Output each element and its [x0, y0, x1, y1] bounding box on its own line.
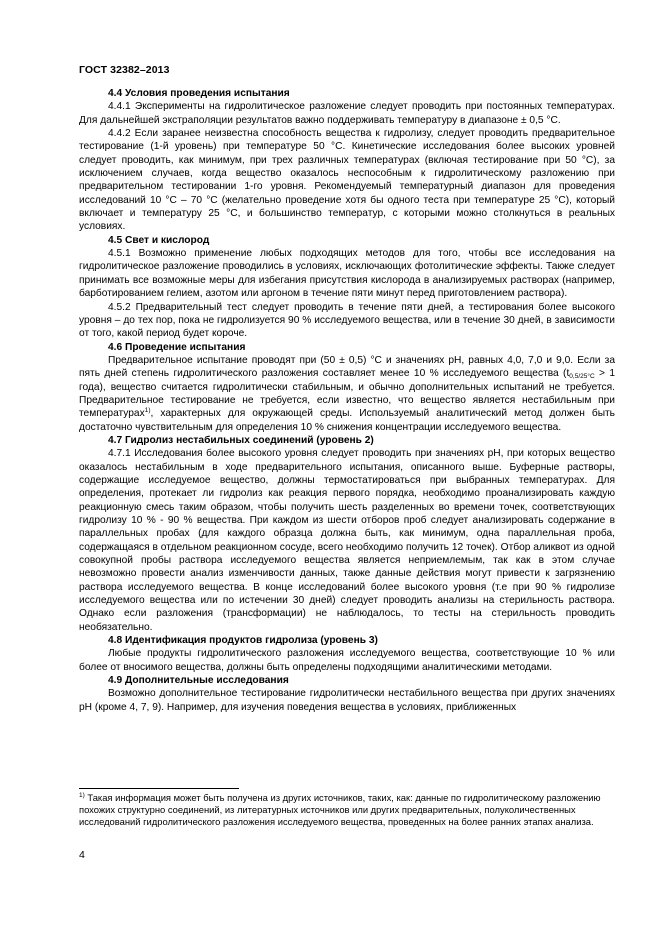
section-heading-4-7: 4.7 Гидролиз нестабильных соединений (уровень 2): [108, 434, 374, 446]
paragraph-4-4-1: 4.4.1 Эксперименты на гидролитическое разложение следует проводить при постоянных температурах. Для дальнейшей экстраполяции результатов важно поддерживать температуру в диапазоне ± 0,5 °С.: [79, 101, 615, 126]
footnote-text: Такая информация может быть получена из других источников, таких, как: данные по гидролитическому разложению похожих структурно соединений, из литературных источников или других предварительных, полуколичественных исследований гидролитического разложения исследуемого вещества, проведенных на более ранних этапах анализа.: [79, 792, 601, 828]
paragraph-4-9: Возможно дополнительное тестирование гидролитически нестабильного вещества при других значениях рН (кроме 4, 7, 9). Например, для изучения поведения вещества в условиях, приближенных: [79, 688, 615, 713]
footnote-reference[interactable]: 1): [144, 407, 151, 415]
paragraph-4-7-1: 4.7.1 Исследования более высокого уровня следует проводить при значениях рН, при которых вещество оказалось нестабильным в ходе предварительного испытания, описанного выше. Буферные растворы, содержащие исследуемое вещество, должны термостатироваться при выбранных температурах. Для определения, протекает ли гидролиз как реакция первого порядка, необходимо проанализировать каждую реакционную смесь таким образом, чтобы получить шесть разделенных во времени точек, соответствующих гидролизу 10 % - 90 % вещества. При каждом из шести отборов проб следует анализировать содержание в параллельных пробах (для каждого образца должна быть, как минимум, одна параллельная проба, содержащаяся в отдельном реакционном сосуде, всего необходимо получить 12 точек). Отбор аликвот из одной совокупной пробы раствора исследуемого вещества является неприемлемым, так как в этом случае невозможно провести анализ изменчивости данных, также данные действия могут привести к загрязнению раствора исследуемого вещества. В конце исследований более высокого уровня (т.е при 90 % гидролизе исследуемого вещества или по истечении 30 дней) следует проводить анализы на стерильность раствора. Однако если разложения (трансформации) не наблюдалось, то тесты на стерильность проводить необязательно.: [79, 448, 615, 633]
section-heading-4-8: 4.8 Идентификация продуктов гидролиза (уровень 3): [108, 635, 378, 647]
document-header: ГОСТ 32382–2013: [79, 64, 170, 76]
footnote-divider: [79, 788, 239, 789]
section-heading-4-5: 4.5 Свет и кислород: [108, 234, 210, 246]
paragraph-4-6-part-a: Предварительное испытание проводят при (50 ± 0,5) °С и значениях рН, равных 4,0, 7,0 и 9,0. Если за пять дней степень гидролитического разложения составляет менее 10 % исследуемого вещества (t: [79, 354, 615, 380]
paragraph-4-4-2: 4.4.2 Если заранее неизвестна способность вещества к гидролизу, следует проводить предварительное тестирование (1-й уровень) при температуре 50 °С. Кинетические исследования более высоких уровней следует проводить, как минимум, при трех различных температурах (включая тестирование при 50 °С), за исключением случаев, когда вещество оказалось неспособным к гидролитическому разложению при предварительном тестировании 1-го уровня. Рекомендуемый температурный диапазон для проведения исследований 10 °С – 70 °С (желательно проведение хотя бы одного теста при температуре 25 °С), который включает и температуру 25 °С, и большинство температур, с которыми можно столкнуться в реальных условиях.: [79, 128, 615, 233]
document-body: [79, 87, 615, 714]
paragraph-4-6: [79, 354, 615, 434]
section-heading-4-9: 4.9 Дополнительные исследования: [108, 675, 289, 687]
section-heading-4-6: 4.6 Проведение испытания: [108, 341, 246, 353]
page-number: 4: [79, 849, 85, 861]
paragraph-4-6-part-b: > 1 года), вещество считается гидролитически стабильным, и обычно дополнительных испытаний не требуется. Предварительное тестирование не требуется, если известно, что вещество является нестабильным при температурах: [79, 368, 615, 420]
section-heading-4-4: 4.4 Условия проведения испытания: [108, 88, 290, 99]
half-life-subscript: 0,5/25°С: [569, 373, 595, 381]
footnote-marker: 1): [79, 792, 85, 799]
footnote: [79, 792, 615, 829]
paragraph-4-8: Любые продукты гидролитического разложения исследуемого вещества, соответствующие 10 % или более от вносимого вещества, должны быть определены подходящими аналитическими методами.: [79, 648, 615, 673]
paragraph-4-5-1: 4.5.1 Возможно применение любых подходящих методов для того, чтобы все исследования на гидролитическое разложение проводились в условиях, исключающих фотолитические эффекты. Также следует принимать все возможные меры для избегания присутствия кислорода в анализируемых растворах (например, барботированием гелием, азотом или аргоном в течение пяти минут перед приготовлением раствора).: [79, 248, 615, 300]
paragraph-4-5-2: 4.5.2 Предварительный тест следует проводить в течение пяти дней, а тестирования более высокого уровня – до тех пор, пока не гидролизуется 90 % исследуемого вещества, или в течение 30 дней, в зависимости от того, какой период будет короче.: [79, 301, 615, 340]
paragraph-4-6-part-c: , характерных для окружающей среды. Используемый аналитический метод должен быть достаточно чувствительным для определения 10 % снижения концентрации исследуемого вещества.: [79, 408, 615, 433]
